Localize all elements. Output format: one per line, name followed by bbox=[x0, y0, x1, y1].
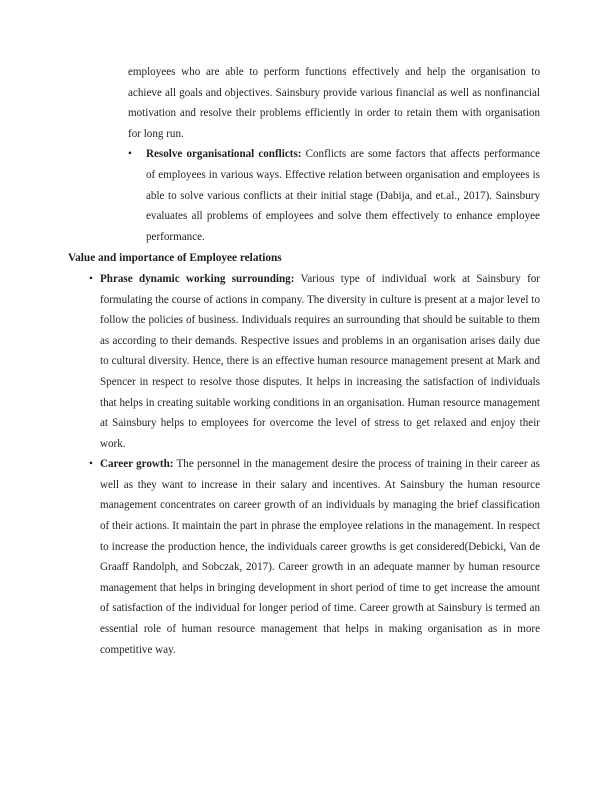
list-item-lead-in: Resolve organisational conflicts: bbox=[146, 148, 302, 161]
list-item-body: The personnel in the management desire the process of training in their career as well as they want to increase in their salary and incentives. At Sainsbury the human resource management concentrates on career growth of an individuals by managing the brief classification of their actions. It maintain the part in phrase the employee relations in the management. In respect to increase the production hence, the individuals career growths is get considered(Debicki, Van de Graaff Randolph, and Sobczak, 2017). Career growth in an adequate manner by human resource management that helps in bringing development in short period of time to get increase the amount of satisfaction of the individual for longer period of time. Career growth at Sainsbury is termed an essential role of human resource management that helps in making organisation as in more competitive way. bbox=[100, 458, 540, 656]
bullet-point-icon: • bbox=[89, 458, 93, 471]
bullet-point-icon: • bbox=[128, 148, 132, 161]
list-item-body: Various type of individual work at Sainsbury for formulating the course of actions in company. The diversity in culture is present at a major level to follow the policies of business. Individuals requires an surrounding that should be suitable to them as according to their demands. Respective issues and problems in an organisation arises daily due to cultural diversity. Hence, there is an effective human resource management present at Mark and Spencer in respect to resolve those disputes. It helps in increasing the satisfaction of individuals that helps in creating suitable working conditions in an organisation. Human resource management at Sainsbury helps to employees for overcome the level of stress to get relaxed and enjoy their work. bbox=[100, 272, 541, 450]
list-item-lead-in: Phrase dynamic working surrounding: bbox=[100, 272, 295, 285]
bullet-point-icon: • bbox=[89, 272, 93, 285]
list-item-paragraph bbox=[100, 454, 540, 660]
bullet-list-employee-relations bbox=[65, 144, 540, 247]
document-body bbox=[65, 62, 540, 660]
section-heading-value-importance: Value and importance of Employee relations bbox=[68, 252, 282, 265]
list-item-paragraph bbox=[100, 269, 540, 454]
list-item-lead-in: Career growth: bbox=[100, 458, 174, 471]
bullet-list-value-importance bbox=[65, 269, 540, 660]
list-item-career-growth bbox=[90, 454, 540, 660]
list-item-phrase-dynamic bbox=[90, 269, 540, 454]
list-item-body: Conflicts are some factors that affects performance of employees in various ways. Effective relation between organisation and employees is able to solve various conflicts at their initial stage (Dabija, and et.al., 2017). Sainsbury evaluates all problems of employees and solve them effectively to enhance employee performance. bbox=[146, 148, 540, 243]
continuation-paragraph: employees who are able to perform functions effectively and help the organisation to achieve all goals and objectives. Sainsbury provide various financial as well as nonfinancial motivation and resolve their problems efficiently in order to retain them with organisation for long run. bbox=[128, 66, 540, 140]
list-item-paragraph bbox=[146, 144, 540, 247]
list-item-resolve-conflicts bbox=[128, 144, 540, 247]
